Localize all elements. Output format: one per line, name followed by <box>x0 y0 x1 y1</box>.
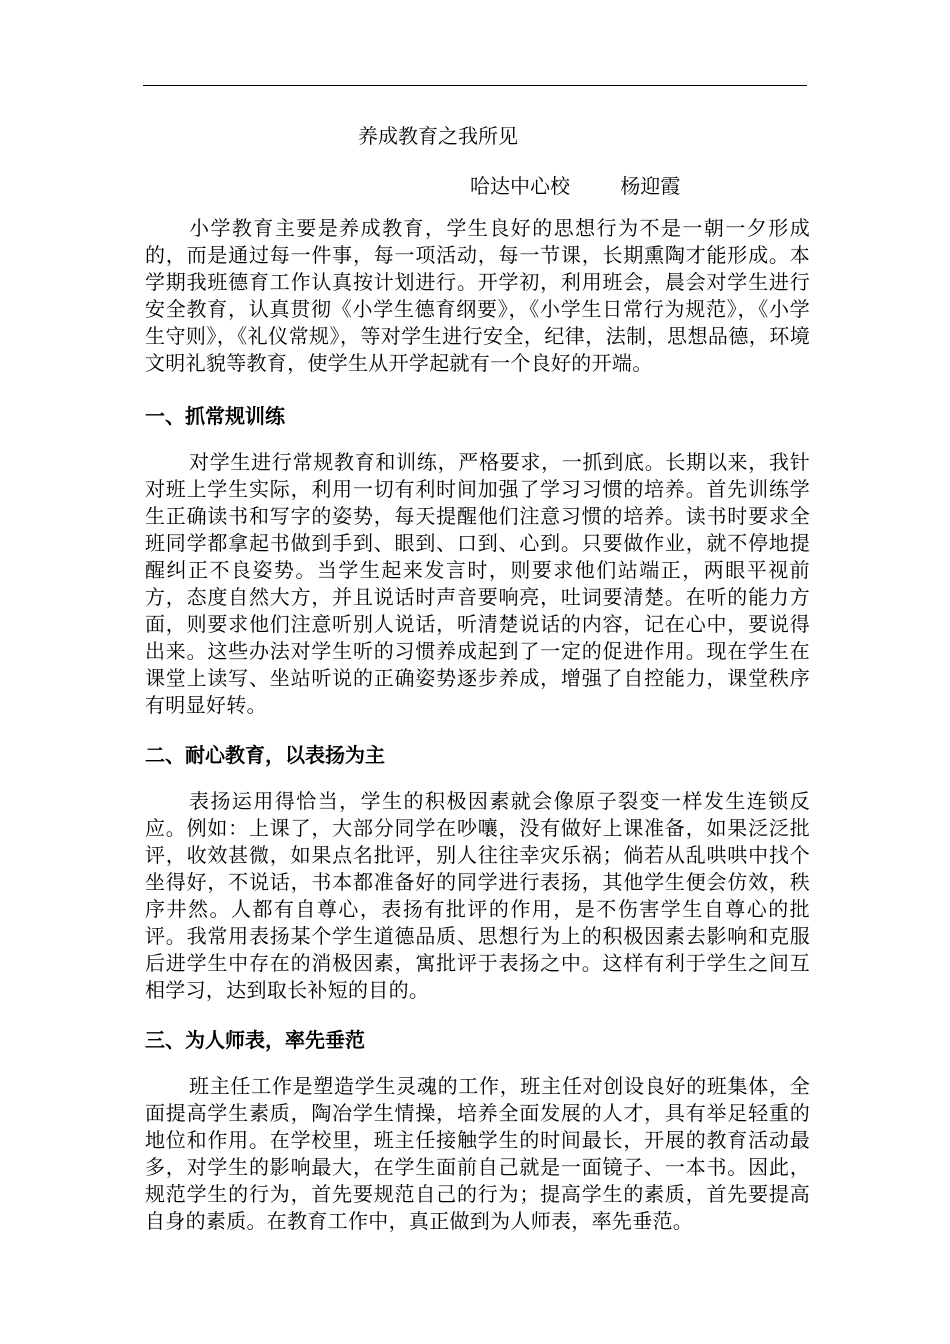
header-rule <box>143 85 807 86</box>
section-1-body: 对学生进行常规教育和训练，严格要求，一抓到底。长期以来，我针对班上学生实际，利用一切有利时间加强了学习习惯的培养。首先训练学生正确读书和写字的姿势，每天提醒他们注意习惯的培养。读书时要求全班同学都拿起书做到手到、眼到、口到、心到。只要做作业，就不停地提醒纠正不良姿势。当学生起来发言时，则要求他们站端正，两眼平视前方，态度自然大方，并且说话时声音要响亮，吐词要清楚。在听的能力方面，则要求他们注意听别人说话，听清楚说话的内容，记在心中，要说得出来。这些办法对学生听的习惯养成起到了一定的促进作用。现在学生在课堂上读写、坐站听说的正确姿势逐步养成，增强了自控能力，课堂秩序有明显好转。 <box>145 450 810 717</box>
byline <box>470 170 810 202</box>
section-1-heading: 一、抓常规训练 <box>145 404 285 428</box>
section-3-body: 班主任工作是塑造学生灵魂的工作，班主任对创设良好的班集体，全面提高学生素质，陶冶学生情操，培养全面发展的人才，具有举足轻重的地位和作用。在学校里，班主任接触学生的时间最长，开展的教育活动最多，对学生的影响最大，在学生面前自己就是一面镜子、一本书。因此，规范学生的行为，首先要规范自己的行为；提高学生的素质，首先要提高自身的素质。在教育工作中，真正做到为人师表，率先垂范。 <box>145 1074 810 1233</box>
section-2-heading: 二、耐心教育，以表扬为主 <box>145 743 385 767</box>
author-school: 哈达中心校 <box>470 174 570 198</box>
intro-paragraph: 小学教育主要是养成教育，学生良好的思想行为不是一朝一夕形成的，而是通过每一件事，每一项活动，每一节课，长期熏陶才能形成。本学期我班德育工作认真按计划进行。开学初，利用班会，晨会对学生进行安全教育，认真贯彻《小学生德育纲要》，《小学生日常行为规范》，《小学生守则》，《礼仪常规》，等对学生进行安全，纪律，法制，思想品德，环境文明礼貌等教育，使学生从开学起就有一个良好的开端。 <box>145 216 810 375</box>
document-body <box>145 118 810 1235</box>
document-title: 养成教育之我所见 <box>358 124 518 148</box>
section-2-body: 表扬运用得恰当，学生的积极因素就会像原子裂变一样发生连锁反应。例如：上课了，大部分同学在吵嚷，没有做好上课准备，如果泛泛批评，收效甚微，如果点名批评，别人往往幸灾乐祸；倘若从乱哄哄中找个坐得好，不说话，书本都准备好的同学进行表扬，其他学生便会仿效，秩序井然。人都有自尊心，表扬有批评的作用，是不伤害学生自尊心的批评。我常用表扬某个学生道德品质、思想行为上的积极因素去影响和克服后进学生中存在的消极因素，寓批评于表扬之中。这样有利于学生之间互相学习，达到取长补短的目的。 <box>145 789 810 1002</box>
section-3-heading: 三、为人师表，率先垂范 <box>145 1028 365 1052</box>
author-name: 杨迎霞 <box>620 174 681 198</box>
